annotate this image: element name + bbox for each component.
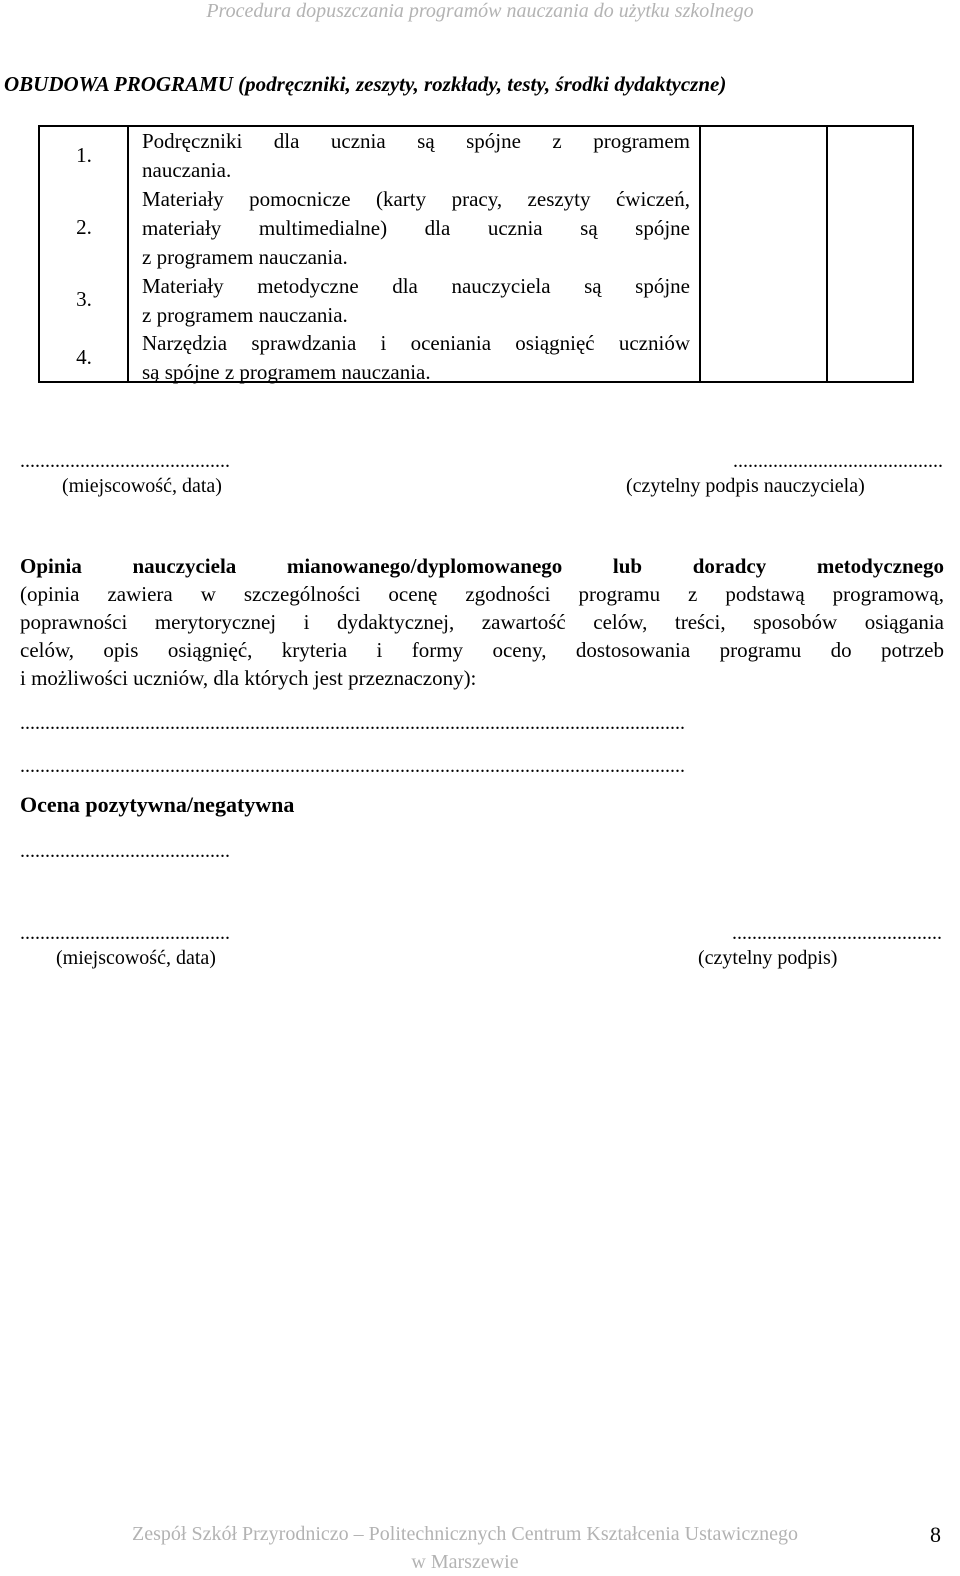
- rating-title: Ocena pozytywna/negatywna: [20, 792, 295, 817]
- page-number: 8: [930, 1522, 941, 1547]
- footer-institution: Zespół Szkół Przyrodniczo – Politechnicznych Centrum Kształcenia Ustawicznego: [132, 1523, 798, 1545]
- place-date-caption: (miejscowość, data): [62, 475, 222, 497]
- column-divider: [699, 127, 701, 381]
- section-title: OBUDOWA PROGRAMU (podręczniki, zeszyty, rozkłady, testy, środki dydaktyczne): [4, 72, 727, 96]
- checklist-item: [142, 127, 690, 185]
- opinion-text-line: poprawności merytorycznej i dydaktycznej, zawartość celów, treści, sposobów osiągania: [20, 610, 944, 634]
- opinion-text-line: i możliwości uczniów, dla których jest przeznaczony):: [20, 666, 477, 690]
- checklist-item: [142, 329, 690, 387]
- item-line: są spójne z programem nauczania.: [142, 360, 431, 384]
- checklist-item: [142, 272, 690, 330]
- item-line: Materiały metodyczne dla nauczyciela są spójne: [142, 274, 690, 298]
- footer: [60, 1520, 870, 1576]
- item-line: z programem nauczania.: [142, 303, 348, 327]
- checklist-table: [38, 125, 914, 383]
- opinion-answer-line[interactable]: .....................................................................................................................................: [20, 755, 685, 777]
- item-line: nauczania.: [142, 158, 232, 182]
- opinion-text-line: celów, opis osiągnięć, kryteria i formy oceny, dostosowania programu do potrzeb: [20, 638, 944, 662]
- item-number: 3.: [76, 287, 92, 311]
- signature-caption: (czytelny podpis): [698, 947, 838, 969]
- place-date-line[interactable]: ..........................................: [20, 450, 230, 472]
- opinion-text-line: (opinia zawiera w szczególności ocenę zgodności programu z podstawą programową,: [20, 582, 944, 606]
- item-line: Podręczniki dla ucznia są spójne z programem: [142, 129, 690, 153]
- checklist-item: [142, 185, 690, 272]
- footer-location: w Marszewie: [411, 1551, 519, 1573]
- place-date-caption: (miejscowość, data): [56, 947, 216, 969]
- signature-line[interactable]: ..........................................: [733, 450, 943, 472]
- opinion-section: [20, 552, 944, 692]
- item-line: z programem nauczania.: [142, 245, 348, 269]
- place-date-line[interactable]: ..........................................: [20, 922, 230, 944]
- item-number: 1.: [76, 143, 92, 167]
- item-number: 4.: [76, 345, 92, 369]
- signature-caption: (czytelny podpis nauczyciela): [626, 475, 865, 497]
- running-header: Procedura dopuszczania programów nauczania do użytku szkolnego: [206, 0, 754, 22]
- item-line: Materiały pomocnicze (karty pracy, zeszyty ćwiczeń,: [142, 187, 690, 211]
- signature-line[interactable]: ..........................................: [732, 922, 942, 944]
- item-line: materiały multimedialne) dla ucznia są spójne: [142, 216, 690, 240]
- opinion-answer-line[interactable]: .....................................................................................................................................: [20, 712, 685, 734]
- column-divider: [826, 127, 828, 381]
- item-number: 2.: [76, 215, 92, 239]
- opinion-heading: Opinia nauczyciela mianowanego/dyplomowanego lub doradcy metodycznego: [20, 554, 944, 578]
- item-line: Narzędzia sprawdzania i oceniania osiągnięć uczniów: [142, 331, 690, 355]
- rating-answer-line[interactable]: ..........................................: [20, 840, 230, 862]
